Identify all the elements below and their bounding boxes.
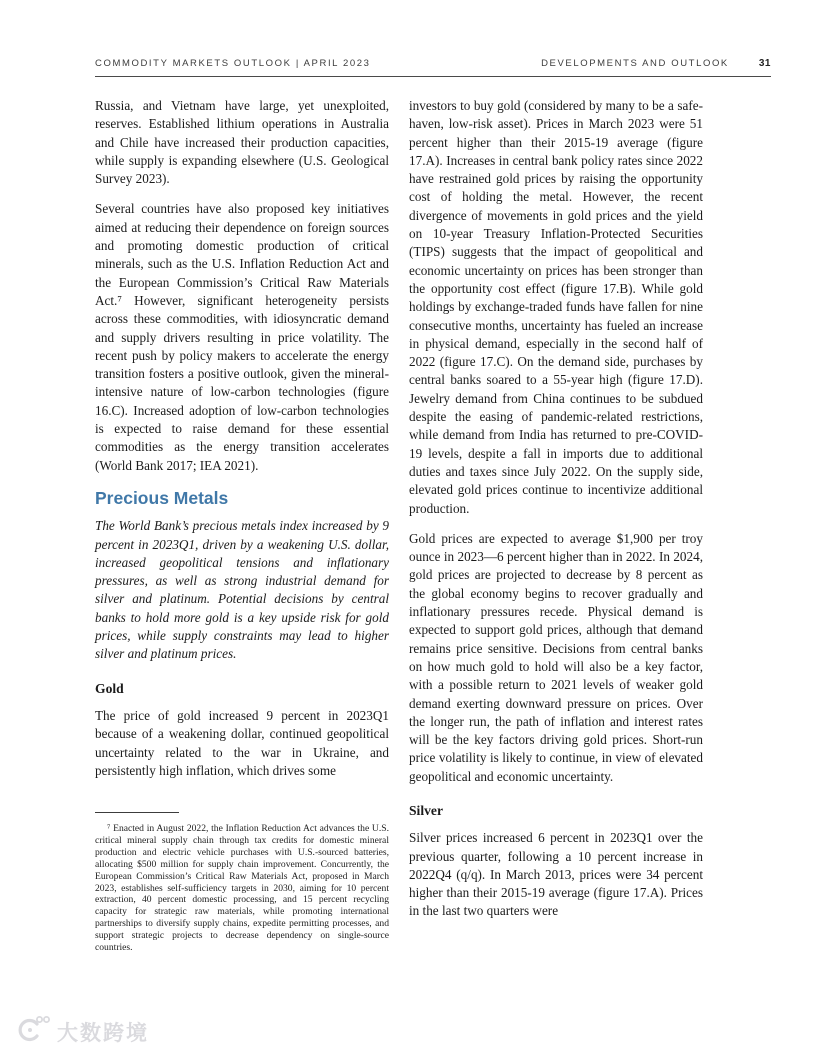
paragraph: Russia, and Vietnam have large, yet unexploited, reserves. Established lithium operations in Australia and Chile have increased their production capacities, while supply is expanding elsewhere (U.S. Geological Survey 2023). — [95, 98, 389, 187]
left-column — [95, 97, 389, 792]
header-publication-title: COMMODITY MARKETS OUTLOOK | APRIL 2023 — [95, 58, 371, 69]
section-heading-precious-metals: Precious Metals — [95, 487, 229, 508]
footnote-divider — [95, 812, 179, 813]
footnote-block — [95, 812, 389, 954]
sub-heading-silver: Silver — [409, 802, 443, 818]
header-right-group — [541, 58, 771, 69]
paragraph: Several countries have also proposed key initiatives aimed at reducing their dependence on foreign sources and promoting domestic production of critical minerals, such as the U.S. Inflation Reduction Act and the European Commission’s Critical Raw Materials Act.⁷ However, significant heterogeneity persists across these commodities, with idiosyncratic demand and supply drivers resulting in price volatility. The recent push by policy makers to accelerate the energy transition fosters a positive outlook, given the mineral-intensive nature of low-carbon technologies (figure 16.C). Increased adoption of low-carbon technologies is expected to raise demand for these essential commodities as the energy transition accelerates (World Bank 2017; IEA 2021). — [95, 201, 389, 473]
right-column — [409, 97, 703, 933]
sub-heading-gold: Gold — [95, 680, 124, 696]
paragraph: Gold prices are expected to average $1,900 per troy ounce in 2023—6 percent higher than in 2022. In 2024, gold prices are projected to decrease by 8 percent as the global economy begins to recover gradually and inflationary pressures recede. Physical demand is expected to support gold prices, although that demand remains price sensitive. Decisions from central banks on how much gold to hold will also be a key factor, with a possible return to 2021 levels of weaker gold demand exerting downward pressure on prices. Over the longer run, the path of inflation and interest rates will be the key factors driving gold prices. Short-run price volatility is likely to continue, in view of elevated geopolitical and economic uncertainty. — [409, 530, 703, 784]
watermark — [16, 1015, 149, 1048]
running-header — [95, 58, 771, 77]
watermark-logo-icon — [16, 1015, 50, 1048]
footnote-text: ⁷ Enacted in August 2022, the Inflation Reduction Act advances the U.S. critical mineral supply chain through tax credits for domestic mineral production and electric vehicle purchases with U.S.-sourced batteries, allocating $500 million for supply chain improvement. Concurrently, the European Commission’s Critical Raw Materials Act, proposed in March 2023, establishes self-sufficiency targets in 2030, aiming for 10 percent extraction, 40 percent domestic processing, and 15 percent recycling capacity for strategic raw materials, while promoting international partnerships to diversify supply chains, expedite permitting processes, and support strategic projects to decrease dependency on single-source countries. — [95, 823, 389, 954]
page-number: 31 — [758, 58, 771, 69]
paragraph: investors to buy gold (considered by many to be a safe-haven, low-risk asset). Prices in March 2023 were 51 percent higher than their 2015-19 average (figure 17.A). Increases in central bank policy rates since 2022 have restrained gold prices by raising the opportunity cost of holding the metal. However, the recent divergence of movements in gold prices and the yield on 10-year Treasury Inflation-Protected Securities (TIPS) suggests that the impact of geopolitical and economic uncertainty on prices has been stronger than the opportunity cost effect (figure 17.B). While gold holdings by exchange-traded funds have fallen for nine consecutive months, uncertainty has fueled an increase in physical demand, especially in the second half of 2022 (figure 17.C). On the demand side, purchases by central banks soared to a 55-year high (figure 17.D). Jewelry demand from China continues to be subdued despite the easing of pandemic-related restrictions, while demand from India has returned to pre-COVID-19 levels, despite a fall in imports due to additional duties and taxes since July 2022. On the supply side, elevated gold prices continue to incentivize additional production. — [409, 98, 703, 516]
header-section-title: DEVELOPMENTS AND OUTLOOK — [541, 58, 729, 69]
section-lead-italic: The World Bank’s precious metals index increased by 9 percent in 2023Q1, driven by a weakening U.S. dollar, increased geopolitical tensions and inflationary pressures, as well as strong industrial demand for silver and platinum. Potential decisions by central banks to hold more gold is a key upside risk for gold prices, while supply constraints may lead to higher silver and platinum prices. — [95, 518, 389, 662]
paragraph: Silver prices increased 6 percent in 2023Q1 over the previous quarter, following a 10 percent increase in 2022Q4 (q/q). In March 2013, prices were 34 percent higher than their 2015-19 average (figure 17.A). Prices in the last two quarters were — [409, 830, 703, 919]
paragraph: The price of gold increased 9 percent in 2023Q1 because of a weakening dollar, continued geopolitical uncertainty related to the war in Ukraine, and persistently high inflation, which drives some — [95, 707, 389, 778]
watermark-text: 大数跨境 — [57, 1021, 149, 1045]
